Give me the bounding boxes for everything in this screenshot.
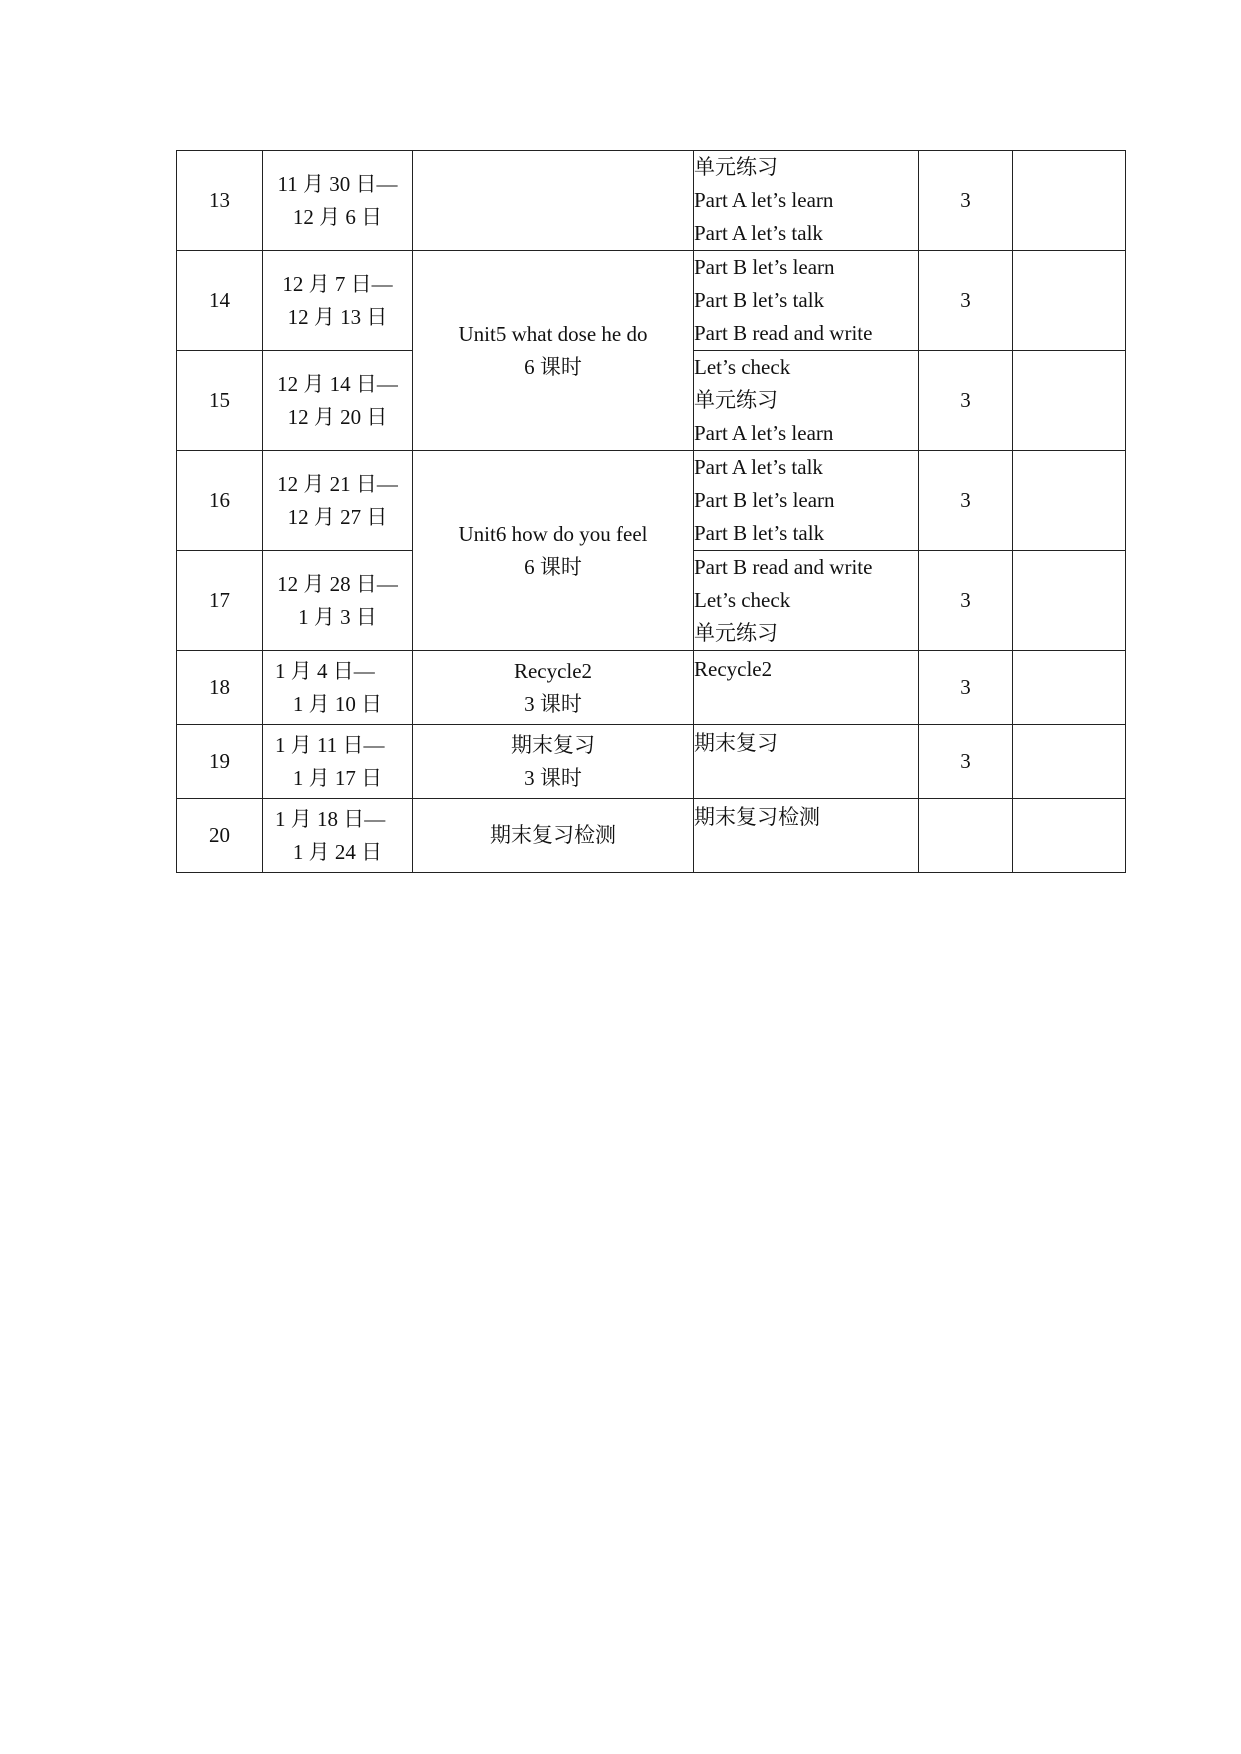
lesson-content bbox=[694, 451, 919, 551]
unit-name: Unit6 how do you feel bbox=[458, 521, 648, 546]
lesson-content bbox=[694, 151, 919, 251]
hours-count: 3 bbox=[919, 725, 1013, 799]
date-range bbox=[263, 351, 413, 451]
hours-count: 3 bbox=[919, 351, 1013, 451]
date-range bbox=[263, 151, 413, 251]
unit-hours: 6 课时 bbox=[524, 554, 582, 579]
note-cell bbox=[1013, 151, 1126, 251]
date-end: 1 月 10 日 bbox=[292, 691, 383, 716]
date-end: 1 月 3 日 bbox=[298, 604, 377, 629]
date-start: 1 月 11 日— bbox=[275, 732, 385, 757]
date-end: 1 月 24 日 bbox=[292, 839, 383, 864]
unit-name: 期末复习 bbox=[511, 732, 595, 757]
week-number: 19 bbox=[177, 725, 263, 799]
date-start: 1 月 18 日— bbox=[275, 806, 386, 831]
table-row bbox=[177, 799, 1126, 873]
unit-name: Unit5 what dose he do bbox=[458, 321, 648, 346]
table-row bbox=[177, 451, 1126, 551]
unit-hours: 3 课时 bbox=[524, 765, 582, 790]
lesson-item: Part B read and write bbox=[694, 321, 873, 345]
date-start: 12 月 28 日— bbox=[277, 571, 398, 596]
lesson-content bbox=[694, 551, 919, 651]
unit-title-review-test bbox=[413, 799, 694, 873]
hours-count: 3 bbox=[919, 451, 1013, 551]
unit-cell-empty bbox=[413, 151, 694, 251]
unit-name: 期末复习检测 bbox=[490, 823, 616, 847]
date-start: 1 月 4 日— bbox=[275, 658, 375, 683]
hours-count bbox=[919, 799, 1013, 873]
note-cell bbox=[1013, 725, 1126, 799]
unit-title-review bbox=[413, 725, 694, 799]
week-number: 13 bbox=[177, 151, 263, 251]
unit-title-unit6 bbox=[413, 451, 694, 651]
lesson-content bbox=[694, 799, 919, 873]
lesson-item: Part B let’s learn bbox=[694, 488, 835, 512]
lesson-item: Part A let’s learn bbox=[694, 421, 834, 445]
unit-hours: 6 课时 bbox=[524, 354, 582, 379]
table-row bbox=[177, 651, 1126, 725]
lesson-item: Part B read and write bbox=[694, 555, 873, 579]
lesson-item: 单元练习 bbox=[694, 155, 778, 179]
note-cell bbox=[1013, 651, 1126, 725]
lesson-item: Part A let’s learn bbox=[694, 188, 834, 212]
lesson-item: 单元练习 bbox=[694, 621, 778, 645]
hours-count: 3 bbox=[919, 551, 1013, 651]
date-range bbox=[263, 251, 413, 351]
week-number: 17 bbox=[177, 551, 263, 651]
lesson-content bbox=[694, 725, 919, 799]
week-number: 20 bbox=[177, 799, 263, 873]
note-cell bbox=[1013, 351, 1126, 451]
week-number: 16 bbox=[177, 451, 263, 551]
unit-title-recycle2 bbox=[413, 651, 694, 725]
note-cell bbox=[1013, 451, 1126, 551]
date-range bbox=[263, 651, 413, 725]
lesson-item: Recycle2 bbox=[694, 657, 773, 681]
lesson-item: Part B let’s talk bbox=[694, 521, 825, 545]
date-start: 11 月 30 日— bbox=[277, 171, 398, 196]
note-cell bbox=[1013, 251, 1126, 351]
date-start: 12 月 21 日— bbox=[277, 471, 398, 496]
lesson-content bbox=[694, 351, 919, 451]
lesson-item: Part A let’s talk bbox=[694, 455, 823, 479]
lesson-item: Let’s check bbox=[694, 355, 791, 379]
unit-name: Recycle2 bbox=[513, 658, 593, 683]
week-number: 14 bbox=[177, 251, 263, 351]
date-end: 1 月 17 日 bbox=[292, 765, 383, 790]
unit-hours: 3 课时 bbox=[524, 691, 582, 716]
date-end: 12 月 6 日 bbox=[292, 204, 383, 229]
date-start: 12 月 7 日— bbox=[282, 271, 393, 296]
date-end: 12 月 20 日 bbox=[287, 404, 388, 429]
lesson-item: 期末复习 bbox=[694, 731, 778, 755]
hours-count: 3 bbox=[919, 251, 1013, 351]
date-end: 12 月 13 日 bbox=[287, 304, 388, 329]
teaching-schedule-table bbox=[176, 150, 1126, 873]
lesson-item: 期末复习检测 bbox=[694, 805, 820, 829]
week-number: 18 bbox=[177, 651, 263, 725]
table-row bbox=[177, 251, 1126, 351]
hours-count: 3 bbox=[919, 651, 1013, 725]
date-range bbox=[263, 799, 413, 873]
week-number: 15 bbox=[177, 351, 263, 451]
unit-title-unit5 bbox=[413, 251, 694, 451]
date-end: 12 月 27 日 bbox=[287, 504, 388, 529]
date-range bbox=[263, 551, 413, 651]
note-cell bbox=[1013, 551, 1126, 651]
table-row bbox=[177, 725, 1126, 799]
table-row bbox=[177, 151, 1126, 251]
lesson-item: 单元练习 bbox=[694, 388, 778, 412]
lesson-content bbox=[694, 651, 919, 725]
lesson-item: Part B let’s talk bbox=[694, 288, 825, 312]
date-start: 12 月 14 日— bbox=[277, 371, 398, 396]
date-range bbox=[263, 725, 413, 799]
date-range bbox=[263, 451, 413, 551]
note-cell bbox=[1013, 799, 1126, 873]
lesson-item: Let’s check bbox=[694, 588, 791, 612]
lesson-content bbox=[694, 251, 919, 351]
lesson-item: Part A let’s talk bbox=[694, 221, 823, 245]
hours-count: 3 bbox=[919, 151, 1013, 251]
lesson-item: Part B let’s learn bbox=[694, 255, 835, 279]
